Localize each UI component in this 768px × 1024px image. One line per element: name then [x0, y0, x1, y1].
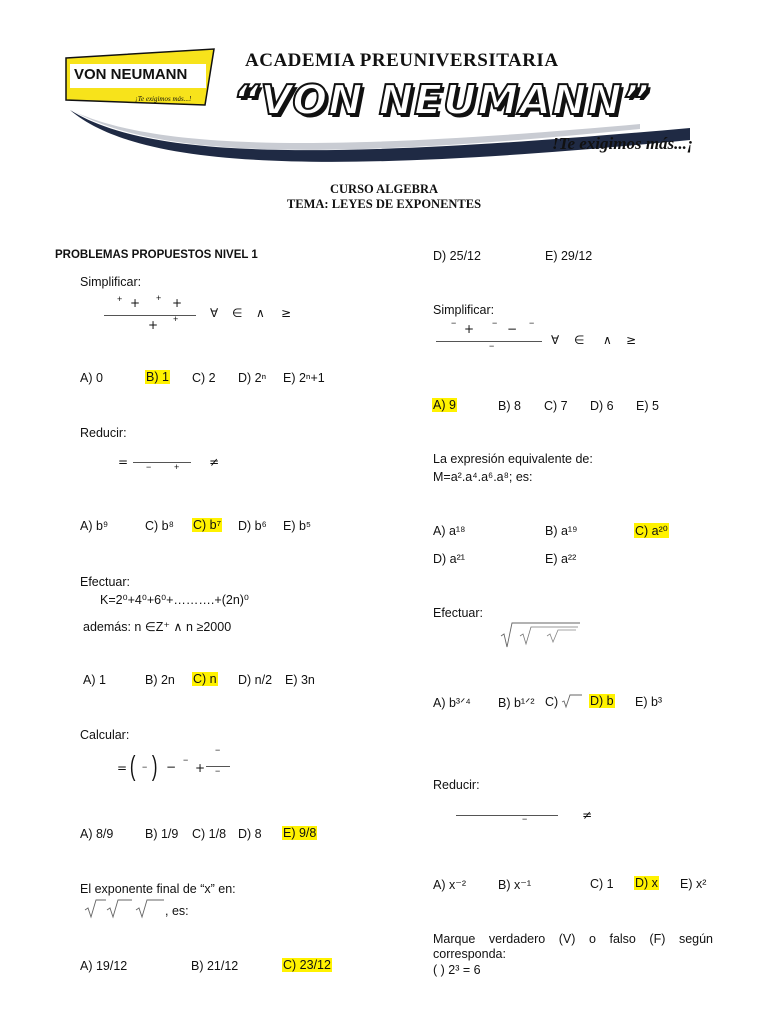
- p4-sym: +: [195, 761, 206, 775]
- option-correct[interactable]: C) a²⁰: [635, 524, 668, 538]
- p2-sym: =: [118, 455, 129, 469]
- option[interactable]: A) 8/9: [80, 827, 114, 841]
- p1-sym: +: [156, 293, 162, 303]
- option[interactable]: B) 2n: [145, 673, 175, 687]
- p1-fraction-bar: [104, 315, 196, 316]
- course-title: CURSO ALGEBRA: [329, 182, 438, 196]
- option-correct[interactable]: E) 9/8: [283, 826, 317, 840]
- option[interactable]: C) 1: [590, 877, 614, 891]
- p10-item-1: ( ) 2³ = 6: [433, 963, 481, 977]
- p3-condition: además: n ∈Z⁺ ∧ n ≥2000: [83, 620, 232, 634]
- option[interactable]: E) 3n: [285, 673, 315, 687]
- option-correct[interactable]: A) 9: [433, 398, 456, 412]
- option-correct[interactable]: D) x: [635, 876, 658, 890]
- option[interactable]: C) 2: [192, 371, 216, 385]
- p4-sym: −: [142, 762, 148, 772]
- p5-prompt: El exponente final de “x” en:: [80, 882, 236, 896]
- p3-expression: K=2⁰+4⁰+6⁰+……….+(2n)⁰: [100, 593, 249, 607]
- option[interactable]: C) b⁸: [145, 519, 174, 533]
- option[interactable]: B) b¹ᐟ²: [498, 696, 535, 710]
- option-correct[interactable]: B) 1: [146, 370, 169, 384]
- option[interactable]: B) x⁻¹: [498, 878, 531, 892]
- option[interactable]: D) n/2: [238, 673, 273, 687]
- and-symbol: ∧: [256, 306, 265, 320]
- option[interactable]: E) b³: [635, 695, 663, 709]
- option[interactable]: E) 2ⁿ+1: [283, 371, 325, 385]
- option[interactable]: D) b⁶: [238, 519, 267, 533]
- p9-prompt: Reducir:: [433, 778, 480, 792]
- option[interactable]: B) a¹⁹: [545, 524, 578, 538]
- p9-sym: −: [522, 814, 528, 824]
- option[interactable]: D) 6: [590, 399, 614, 413]
- p9-fraction-bar: [456, 815, 558, 816]
- p7-prompt: La expresión equivalente de:: [433, 452, 593, 466]
- option[interactable]: C) 1/8: [192, 827, 227, 841]
- option-correct[interactable]: C) b⁷: [193, 518, 222, 532]
- p4-rparen: ): [151, 750, 158, 781]
- option-correct[interactable]: C) n: [193, 672, 217, 686]
- option[interactable]: A) a¹⁸: [433, 524, 466, 538]
- radical-icon: [561, 693, 583, 709]
- option[interactable]: A) x⁻²: [433, 878, 466, 892]
- option[interactable]: B) 8: [498, 399, 521, 413]
- topic-title: TEMA: LEYES DE EXPONENTES: [286, 197, 482, 211]
- logo-slogan: ¡Te exigimos más...!: [135, 95, 192, 103]
- p6-sym: −: [492, 318, 498, 328]
- option[interactable]: A) 1: [83, 673, 106, 687]
- p6-sym: −: [507, 322, 518, 336]
- p1-sym: +: [148, 318, 159, 332]
- p1-sym: +: [172, 296, 183, 310]
- option[interactable]: D) 25/12: [433, 249, 481, 263]
- option[interactable]: D) 8: [238, 827, 262, 841]
- p7-expression: M=a².a⁴.a⁶.a⁸; es:: [433, 470, 533, 484]
- academy-name: “VON NEUMANN”: [233, 76, 651, 124]
- p2-sym: +: [174, 462, 180, 472]
- neq-symbol: ≠: [582, 808, 593, 822]
- p10-prompt: Marque verdadero (V) o falso (F) según corresponda:: [433, 932, 713, 961]
- p6-sym: −: [451, 318, 457, 328]
- p6-sym: −: [529, 318, 535, 328]
- option[interactable]: A) 0: [80, 371, 103, 385]
- option[interactable]: B) 1/9: [145, 827, 179, 841]
- option-correct[interactable]: C) 23/12: [283, 958, 331, 972]
- p4-sym: −: [215, 745, 221, 755]
- logo-text: VON NEUMANN: [74, 66, 188, 83]
- option[interactable]: E) 5: [636, 399, 659, 413]
- section-title: PROBLEMAS PROPUESTOS NIVEL 1: [55, 249, 258, 261]
- geq-symbol: ≥: [281, 306, 292, 320]
- p4-lparen: (: [129, 750, 136, 781]
- p2-sym: −: [146, 462, 152, 472]
- option[interactable]: E) 29/12: [545, 249, 593, 263]
- option[interactable]: D) 2ⁿ: [238, 371, 267, 385]
- option[interactable]: A) b⁹: [80, 519, 109, 533]
- p1-sym: +: [130, 296, 141, 310]
- forall-symbol: ∀: [210, 306, 219, 320]
- p4-sym: −: [215, 766, 221, 776]
- option[interactable]: A) b³ᐟ⁴: [433, 696, 471, 710]
- p3-prompt: Efectuar:: [80, 575, 131, 589]
- option[interactable]: E) b⁵: [283, 519, 312, 533]
- academy-slogan: !Te exigimos más...¡: [552, 134, 694, 153]
- option[interactable]: C) 7: [544, 399, 568, 413]
- p4-prompt: Calcular:: [80, 728, 130, 742]
- forall-symbol: ∀: [551, 333, 560, 347]
- option[interactable]: B) 21/12: [191, 959, 239, 973]
- and-symbol: ∧: [603, 333, 612, 347]
- in-symbol: ∈: [574, 333, 585, 347]
- p2-fraction-bar: [133, 462, 191, 463]
- option[interactable]: C): [545, 695, 559, 709]
- p4-sym: −: [166, 760, 177, 774]
- p6-sym: +: [464, 322, 475, 336]
- p4-sym: =: [117, 761, 128, 775]
- academy-title: ACADEMIA PREUNIVERSITARIA: [245, 50, 559, 71]
- option[interactable]: E) a²²: [545, 552, 577, 566]
- in-symbol: ∈: [232, 306, 243, 320]
- p4-sym: −: [183, 755, 189, 765]
- option[interactable]: A) 19/12: [80, 959, 128, 973]
- neq-symbol: ≠: [209, 455, 220, 469]
- p1-sym: +: [117, 294, 123, 304]
- p8-radicals: [500, 620, 582, 650]
- p1-prompt: Simplificar:: [80, 275, 142, 289]
- p6-sym: −: [489, 341, 495, 351]
- geq-symbol: ≥: [626, 333, 637, 347]
- p2-prompt: Reducir:: [80, 426, 127, 440]
- p5-radicals: [84, 897, 168, 921]
- p8-prompt: Efectuar:: [433, 606, 484, 620]
- p6-prompt: Simplificar:: [433, 303, 495, 317]
- option[interactable]: E) x²: [680, 877, 707, 891]
- p1-sym: +: [173, 314, 179, 324]
- option[interactable]: D) a²¹: [433, 552, 465, 566]
- option-correct[interactable]: D) b: [590, 694, 614, 708]
- p5-tail: , es:: [165, 904, 189, 918]
